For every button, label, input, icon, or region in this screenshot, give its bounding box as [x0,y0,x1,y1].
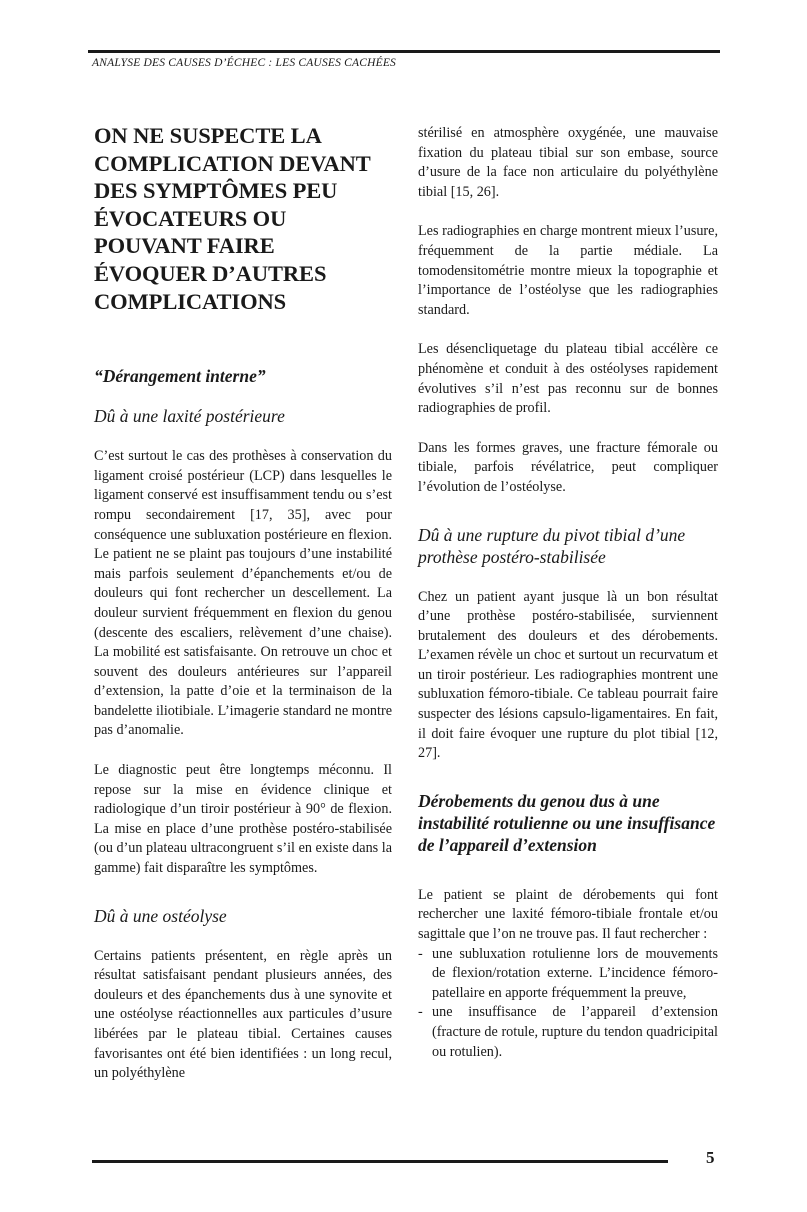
running-header: ANALYSE DES CAUSES D’ÉCHEC : LES CAUSES CACHÉES [92,57,397,69]
paragraph-desencliquetage: Les désencliquetage du plateau tibial accélère ce phénomène et conduit à des ostéolyses rapidement évolutives s’il n’est pas reconnu sur de bonnes radiographies de profil. [418,341,718,417]
list-item: - une subluxation rotulienne lors de mouvements de flexion/rotation externe. L’incidence fémoro-patellaire en apporte fréquemment la preuve, [418,945,718,1004]
section-title-derobements: Dérobements du genou dus à une instabilité rotulienne ou une insuffisance de l’appareil d’extension [418,790,716,855]
causes-list [418,945,718,1063]
paragraph-laxite-2: Le diagnostic peut être longtemps méconnu. Il repose sur la mise en évidence clinique et radiologique d’un tiroir postérieur à 90° de flexion. La mise en place d’une prothèse postéro-stabilisée (ou d’un plateau ultracongruent s’il en existe dans la gamme) fait disparaître les symptômes. [94,762,392,877]
list-item: - une insuffisance de l’appareil d’extension (fracture de rotule, rupture du tendon quadricipital ou rotulien). [418,1003,718,1062]
left-column [94,118,392,1104]
paragraph-osteolyse-1: Certains patients présentent, en règle après un résultat satisfaisant pendant plusieurs années, des douleurs et des épanchements dus à une synovite et une ostéolyse réactionnelles aux particules d’usure libérées par le plateau tibial. Certaines causes favorisantes ont été bien identifiées : un long recul, un polyéthylène [94,947,392,1082]
page-number: 5 [706,1148,715,1167]
main-title: ON NE SUSPECTE LA COMPLICATION DEVANT DES SYMPTÔMES PEU ÉVOCATEURS OU POUVANT FAIRE ÉVOQUER D’AUTRES COMPLICATIONS [94,123,371,314]
paragraph-derobements: Le patient se plaint de dérobements qui font rechercher une laxité fémoro-tibiale frontale et/ou sagittale que l’on ne trouve pas. Il faut rechercher : [418,886,718,943]
right-column [418,124,718,1062]
paragraph-laxite-1: C’est surtout le cas des prothèses à conservation du ligament croisé postérieur (LCP) dans lesquelles le ligament conservé est insuffisamment tendu ou s’est rompu secondairement [17, 35], avec pour conséquence une subluxation postérieure en flexion. Le patient ne se plaint pas toujours d’une instabilité mais parfois seulement d’épanchements et/ou de douleurs qui font rechercher un descellement. La douleur survient fréquemment en flexion du genou (descente des escaliers, relèvement d’une chaise). La mobilité est satisfaisante. On retrouve un choc et souvent des douleurs antérieures sur l’appareil d’extension, la patte d’oie et la terminaison de la bandelette iliotibiale. L’imagerie standard ne montre pas d’anomalie. [94,448,392,739]
header-rule [88,50,720,53]
subsection-title-laxite: Dû à une laxité postérieure [94,406,285,427]
paragraph-formes-graves: Dans les formes graves, une fracture fémorale ou tibiale, parfois révélatrice, peut compliquer l’évolution de l’ostéolyse. [418,439,718,495]
paragraph-radiographies: Les radiographies en charge montrent mieux l’usure, fréquemment de la partie médiale. La tomodensitométrie montre mieux la topographie et l’importance de l’ostéolyse que les radiographies standard. [418,223,718,318]
section-title-derangement: “Dérangement interne” [94,366,266,387]
footer-rule [92,1160,668,1163]
paragraph-pivot-tibial: Chez un patient ayant jusque là un bon résultat d’une prothèse postéro-stabilisée, surviennent brutalement des douleurs et des dérobements. L’examen révèle un choc et surtout un recurvatum et un tiroir postérieur. Les radiographies montrent une subluxation fémoro-tibiale. Ce tableau pourrait faire suspecter des lésions capsulo-ligamentaires. En fait, il doit faire évoquer une rupture du plot tibial [12, 27]. [418,588,718,762]
subsection-title-pivot-tibial: Dû à une rupture du pivot tibial d’une prothèse postéro-stabilisée [418,524,686,567]
subsection-title-osteolyse: Dû à une ostéolyse [94,905,227,926]
paragraph-osteolyse-cont: stérilisé en atmosphère oxygénée, une mauvaise fixation du plateau tibial sur son embase, source d’usure de la face non articulaire du polyéthylène tibial [15, 26]. [418,125,718,200]
